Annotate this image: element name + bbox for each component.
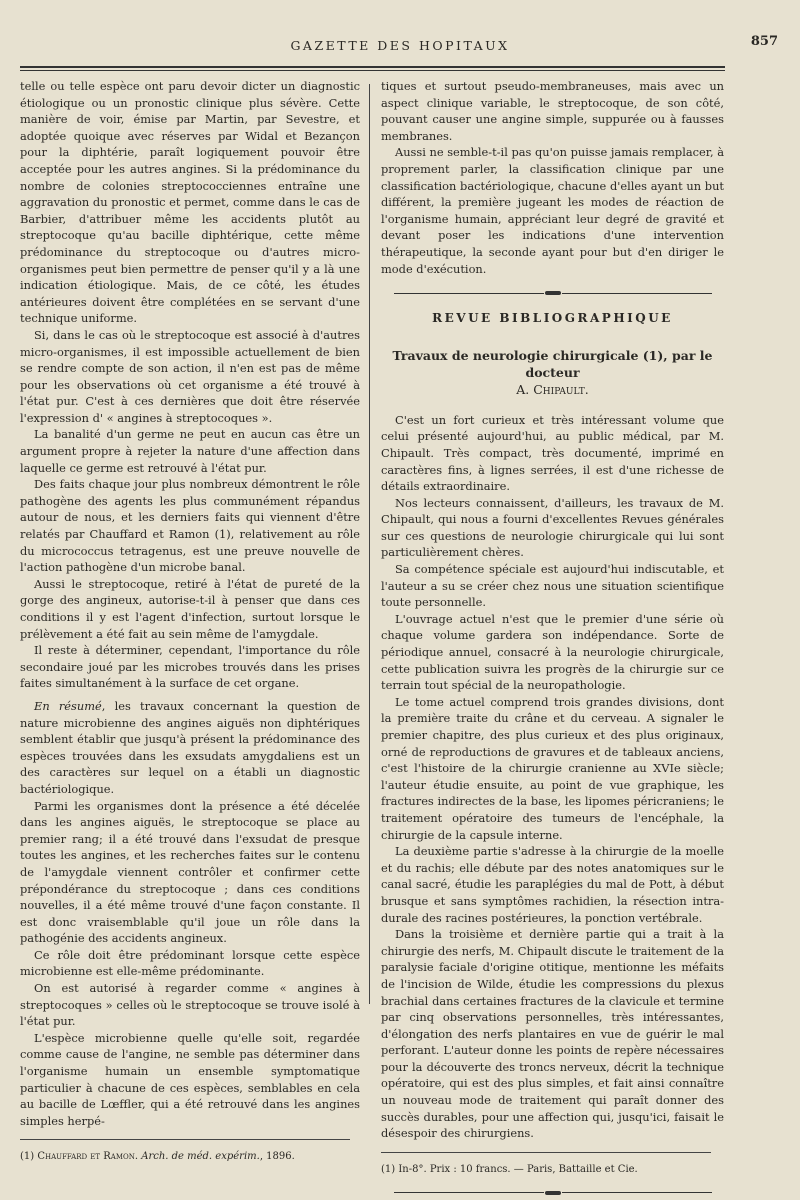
page-number: 857 [750,34,778,49]
paragraph: Aussi le streptocoque, retiré à l'état de pureté de la gorge des angineux, autorise-t-il à penser que dans ces conditions il y est l'agent d'infection, surtout lorsque le prélèvement a été fait au sein même de l'amygdale. [20,576,360,641]
article-author: A. Chipault. [516,381,589,397]
end-ornament [381,1184,724,1194]
paragraph: Dans la troisième et dernière partie qui a trait à la chirurgie des nerfs, M. Chipault discute le traitement de la paralysie faciale d'origine otitique, mentionne les méfaits de l'incision de Wilde, étudie les compressions du plexus brachial dans certaines fractures de la clavicule et termine par cinq observations personnelles, très intéressantes, d'élongation des nerfs plantaires en vue de guérir le mal perforant. L'auteur donne les points de repère nécessaires pour la découverte des troncs nerveux, décrit la technique opératoire, qui est des plus simples, et fait ainsi connaître un nouveau mode de traitement qui paraît donner des succès durables, pour une affection qui, jusqu'ici, faisait le désespoir des chirurgiens. [381,927,724,1141]
paragraph: La banalité d'un germe ne peut en aucun cas être un argument propre à rejeter la nature d'une affection dans laquelle ce germe est retrouvé à l'état pur. [20,427,360,475]
paragraph: Sa compétence spéciale est aujourd'hui indiscutable, et l'auteur a su se créer chez nous une situation scientifique toute personnelle. [381,562,724,610]
running-title: GAZETTE DES HOPITAUX [290,38,510,53]
paragraph: Aussi ne semble-t-il pas qu'on puisse jamais remplacer, à proprement parler, la classification clinique par une classification bactériologique, chacune d'elles ayant un but différent, la première jugeant les modes de réaction de l'organisme humain, appréciant leur degré de gravité et devant poser les indications d'une intervention thérapeutique, la seconde ayant pour but d'en diriger le mode d'exécution. [381,145,724,276]
page-header [20,34,780,62]
paragraph: Si, dans le cas où le streptocoque est associé à d'autres micro-organismes, il est impossible actuellement de bien se rendre compte de son action, il n'en est pas de même pour les observations où cet organisme a été trouvé à l'état pur. C'est à ces dernières que doit être réservée l'expression d' « angines à streptocoques ». [20,327,360,425]
footnote: (1) Chauffard et Ramon. Arch. de méd. expérim., 1896. [20,1151,295,1163]
paragraph: On est autorisé à regarder comme « angines à streptocoques » celles où le streptocoque se trouve isolé à l'état pur. [20,981,360,1029]
paragraph: telle ou telle espèce ont paru devoir dicter un diagnostic étiologique ou un pronostic clinique plus sévère. Cette manière de voir, émise par Martin, par Sevestre, et adoptée quoique avec réserves par Widal et Bezançon pour la diphtérie, paraît logiquement pouvoir être acceptée pour les autres angines. Si la prédominance du nombre de colonies streptococciennes entraîne une aggravation du pronostic et permet, comme dans le cas de Barbier, d'attribuer même les accidents plutôt au streptocoque qu'au bacille diphtérique, cette même prédominance du streptocoque ou d'autres micro-organismes peut bien permettre de penser qu'il y a là une indication étiologique. Mais, de ce côté, les études antérieures doivent être complétées en se servant d'une technique uniforme. [20,79,360,326]
footnote-rule [20,1139,350,1140]
paragraph: Parmi les organismes dont la présence a été décelée dans les angines aiguës, le streptocoque se place au premier rang; il a été trouvé dans l'exsudat de presque toutes les angines, et les recherches faites sur le contenu de l'amygdale viennent contrôler et confirmer cette prépondérance du streptocoque ; dans ces conditions nouvelles, il a été même trouvé d'une façon constante. Il est donc vraisemblable qu'il joue un rôle dans la pathogénie des accidents angineux. [20,798,360,946]
section-ornament [381,284,724,294]
paragraph: L'ouvrage actuel n'est que le premier d'une série où chaque volume gardera son indépendance. Sorte de périodique annuel, consacré à la neurologie chirurgicale, cette publication suivra les progrès de la chirurgie sur ce terrain tout spécial de la neuropathologie. [381,611,724,693]
column-divider [369,84,370,1004]
paragraph: C'est un fort curieux et très intéressant volume que celui présenté aujourd'hui, au public médical, par M. Chipault. Très compact, très documenté, imprimé en caractères fins, à lignes serrées, il est d'une richesse de détails extraordinaire. [381,412,724,494]
left-column [20,78,360,1163]
header-rule-thin [20,70,725,71]
summary-text: , les travaux concernant la question de nature microbienne des angines aiguës non diphtériques semblent établir que jusqu'à présent la prédominance des espèces trouvées dans les exsudats amygdaliens est un des caractères sur lequel on a établi un diagnostic bactériologique. [20,698,360,796]
footnote-rule [381,1152,711,1153]
article-title [381,347,724,398]
paragraph: Ce rôle doit être prédominant lorsque cette espèce microbienne est elle-même prédominante. [20,947,360,979]
paragraph: Il reste à déterminer, cependant, l'importance du rôle secondaire joué par les microbes trouvés dans les prises faites simultanément à la surface de cet organe. [20,643,360,691]
paragraph-summary [20,698,360,798]
footnote: (1) In-8°. Prix : 10 francs. — Paris, Battaille et Cie. [381,1163,638,1175]
paragraph: Le tome actuel comprend trois grandes divisions, dont la première traite du crâne et du cerveau. A signaler le premier chapitre, des plus curieux et des plus originaux, orné de reproductions de gravures et de tableaux anciens, c'est l'histoire de la chirurgie cranienne au XVIe siècle; l'auteur étudie ensuite, au point de vue graphique, les fractures indirectes de la base, les lipomes péricraniens; le traitement opératoire des tumeurs de l'encéphale, la chirurgie de la capsule interne. [381,694,724,842]
paragraph: La deuxième partie s'adresse à la chirurgie de la moelle et du rachis; elle débute par des notes anatomiques sur le canal sacré, étudie les paraplégies du mal de Pott, à début brusque et sans symptômes rachidien, la résection intra-durale des racines postérieures, la ponction vertébrale. [381,844,724,925]
section-heading: REVUE BIBLIOGRAPHIQUE [432,311,673,326]
paragraph: L'espèce microbienne quelle qu'elle soit, regardée comme cause de l'angine, ne semble pas déterminer dans l'organisme humain un ensemble symptomatique particulier à chacune de ces espèces, semblables en cela au bacille de Lœffler, qui a été retrouvé dans les angines simples herpé- [20,1030,360,1128]
header-rule-thick [20,66,725,68]
right-column [381,78,724,1175]
paragraph: tiques et surtout pseudo-membraneuses, mais avec un aspect clinique variable, le streptocoque, de son côté, pouvant causer une angine simple, suppurée ou à fausses membranes. [381,79,724,143]
paragraph: Des faits chaque jour plus nombreux démontrent le rôle pathogène des agents les plus communément répandus autour de nous, et les derniers faits qui viennent d'être relatés par Chauffard et Ramon (1), relativement au rôle du micrococcus tetragenus, est une preuve nouvelle de l'action pathogène d'un microbe banal. [20,477,360,575]
summary-lead: En résumé [34,698,102,713]
article-title-text: Travaux de neurologie chirurgicale (1), par le docteur [392,347,713,380]
paragraph: Nos lecteurs connaissent, d'ailleurs, les travaux de M. Chipault, qui nous a fourni d'excellentes Revues générales sur ces questions de neurologie chirurgicale qui lui sont particulièrement chères. [381,495,724,560]
